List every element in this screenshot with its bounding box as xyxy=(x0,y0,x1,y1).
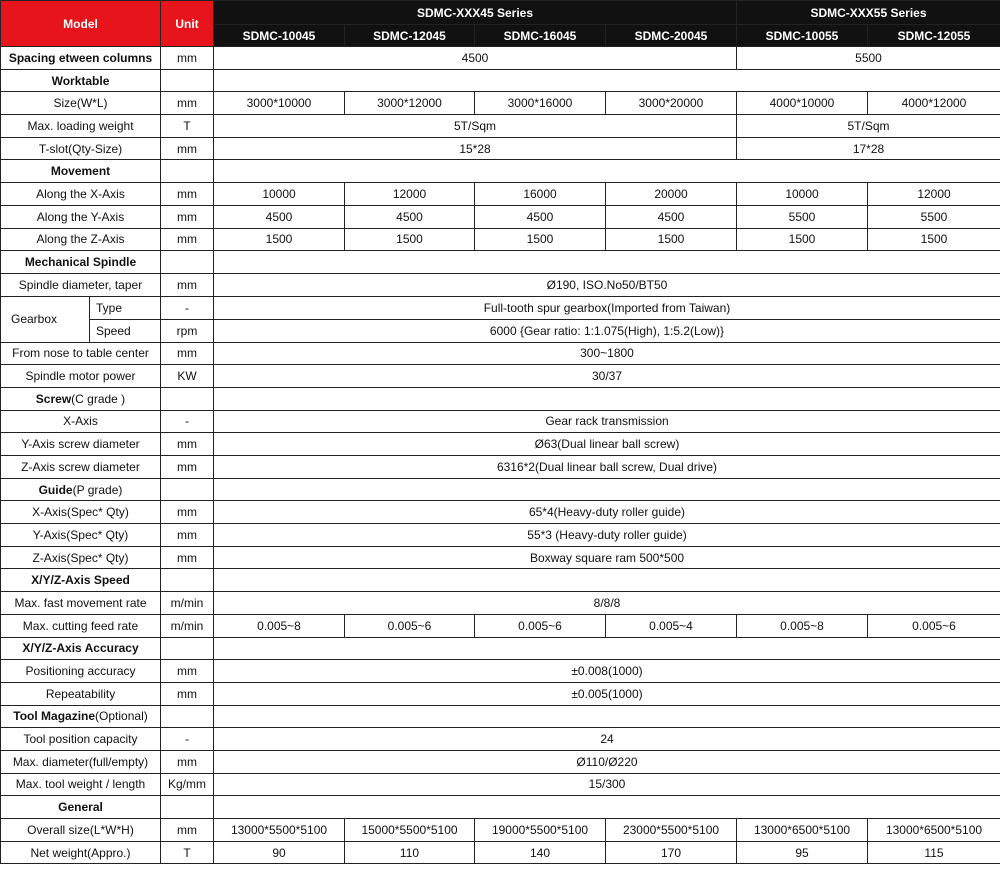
cell: 0.005~6 xyxy=(345,614,475,637)
table-row xyxy=(1,660,1000,683)
cell: 6316*2(Dual linear ball screw, Dual drive) xyxy=(214,456,1000,479)
cell: 5500 xyxy=(868,205,1000,228)
cell: Full-tooth spur gearbox(Imported from Taiwan) xyxy=(214,296,1000,319)
cell: 1500 xyxy=(475,228,606,251)
row-unit: mm xyxy=(161,433,214,456)
cell: Boxway square ram 500*500 xyxy=(214,546,1000,569)
section-title: X/Y/Z-Axis Accuracy xyxy=(1,637,161,660)
cell: 24 xyxy=(214,728,1000,751)
cell: 110 xyxy=(345,841,475,864)
table-row xyxy=(1,115,1000,138)
cell: 6000 {Gear ratio: 1:1.075(High), 1:5.2(Low)} xyxy=(214,319,1000,342)
cell: 3000*12000 xyxy=(345,92,475,115)
cell: 4500 xyxy=(606,205,737,228)
cell: 4000*12000 xyxy=(868,92,1000,115)
cell: 10000 xyxy=(737,183,868,206)
row-unit: KW xyxy=(161,365,214,388)
row-label: Z-Axis screw diameter xyxy=(1,456,161,479)
cell: Ø190, ISO.No50/BT50 xyxy=(214,273,1000,296)
row-label: Y-Axis(Spec* Qty) xyxy=(1,524,161,547)
cell: 1500 xyxy=(214,228,345,251)
table-row xyxy=(1,841,1000,864)
table-row xyxy=(1,273,1000,296)
cell: 23000*5500*5100 xyxy=(606,819,737,842)
row-unit: mm xyxy=(161,546,214,569)
section-title: Movement xyxy=(1,160,161,183)
row-unit: T xyxy=(161,841,214,864)
cell: 15000*5500*5100 xyxy=(345,819,475,842)
cell: 17*28 xyxy=(737,137,1000,160)
cell: 1500 xyxy=(345,228,475,251)
cell: 95 xyxy=(737,841,868,864)
cell: 4500 xyxy=(345,205,475,228)
table-row xyxy=(1,456,1000,479)
row-unit: rpm xyxy=(161,319,214,342)
table-row xyxy=(1,728,1000,751)
row-label: Type xyxy=(90,297,160,320)
row-label: Y-Axis screw diameter xyxy=(1,433,161,456)
row-label: X-Axis(Spec* Qty) xyxy=(1,501,161,524)
table-row xyxy=(1,410,1000,433)
table-row xyxy=(1,773,1000,796)
cell: 4000*10000 xyxy=(737,92,868,115)
cell: 15*28 xyxy=(214,137,737,160)
row-label: Max. fast movement rate xyxy=(1,592,161,615)
row-unit: mm xyxy=(161,501,214,524)
row-unit: m/min xyxy=(161,614,214,637)
cell: 0.005~8 xyxy=(737,614,868,637)
section-row xyxy=(1,637,1000,660)
cell: 170 xyxy=(606,841,737,864)
model-col: SDMC-20045 xyxy=(606,25,737,47)
row-label: Size(W*L) xyxy=(1,92,161,115)
cell: 1500 xyxy=(606,228,737,251)
cell: 15/300 xyxy=(214,773,1000,796)
table-row xyxy=(1,228,1000,251)
row-unit: mm xyxy=(161,92,214,115)
section-title: Screw(C grade ) xyxy=(1,387,161,410)
cell: 4500 xyxy=(214,47,737,70)
table-row xyxy=(1,183,1000,206)
cell: Ø63(Dual linear ball screw) xyxy=(214,433,1000,456)
table-row xyxy=(1,501,1000,524)
cell: 0.005~4 xyxy=(606,614,737,637)
row-unit: mm xyxy=(161,205,214,228)
table-row xyxy=(1,205,1000,228)
cell: 4500 xyxy=(475,205,606,228)
row-label: Max. loading weight xyxy=(1,115,161,138)
table-row xyxy=(1,750,1000,773)
table-row xyxy=(1,524,1000,547)
row-unit: mm xyxy=(161,750,214,773)
cell: 20000 xyxy=(606,183,737,206)
section-row xyxy=(1,251,1000,274)
row-label: Speed xyxy=(96,323,131,338)
cell: Gear rack transmission xyxy=(214,410,1000,433)
table-row xyxy=(1,365,1000,388)
row-unit: m/min xyxy=(161,592,214,615)
table-row xyxy=(1,819,1000,842)
cell: 13000*5500*5100 xyxy=(214,819,345,842)
gearbox-label: Gearbox xyxy=(11,312,58,327)
row-label: X-Axis xyxy=(1,410,161,433)
row-label: T-slot(Qty-Size) xyxy=(1,137,161,160)
cell: 5T/Sqm xyxy=(737,115,1000,138)
model-col: SDMC-10045 xyxy=(214,25,345,47)
section-row xyxy=(1,478,1000,501)
cell: 0.005~6 xyxy=(475,614,606,637)
row-unit: mm xyxy=(161,682,214,705)
row-label: From nose to table center xyxy=(1,342,161,365)
series-b-header: SDMC-XXX55 Series xyxy=(737,1,1000,25)
cell: 13000*6500*5100 xyxy=(868,819,1000,842)
table-row xyxy=(1,342,1000,365)
row-unit: - xyxy=(161,410,214,433)
cell: 0.005~6 xyxy=(868,614,1000,637)
row-label: Along the X-Axis xyxy=(1,183,161,206)
cell: 10000 xyxy=(214,183,345,206)
row-label: Tool position capacity xyxy=(1,728,161,751)
row-unit: Kg/mm xyxy=(161,773,214,796)
row-unit: mm xyxy=(161,819,214,842)
section-title: Worktable xyxy=(1,69,161,92)
table-row xyxy=(1,137,1000,160)
row-unit: mm xyxy=(161,456,214,479)
row-unit: mm xyxy=(161,524,214,547)
model-col: SDMC-16045 xyxy=(475,25,606,47)
row-unit: - xyxy=(161,728,214,751)
row-label: Along the Y-Axis xyxy=(1,205,161,228)
model-col: SDMC-12045 xyxy=(345,25,475,47)
table-row xyxy=(1,592,1000,615)
row-unit: mm xyxy=(161,228,214,251)
row-unit: mm xyxy=(161,660,214,683)
cell: 65*4(Heavy-duty roller guide) xyxy=(214,501,1000,524)
cell: 115 xyxy=(868,841,1000,864)
table-row xyxy=(1,296,1000,319)
row-label: Net weight(Appro.) xyxy=(1,841,161,864)
section-title: Tool Magazine(Optional) xyxy=(1,705,161,728)
section-title: Mechanical Spindle xyxy=(1,251,161,274)
cell: 3000*20000 xyxy=(606,92,737,115)
cell: 12000 xyxy=(345,183,475,206)
row-label: Max. tool weight / length xyxy=(1,773,161,796)
cell: ±0.005(1000) xyxy=(214,682,1000,705)
cell: 4500 xyxy=(214,205,345,228)
section-title: X/Y/Z-Axis Speed xyxy=(1,569,161,592)
table-row xyxy=(1,682,1000,705)
table-row xyxy=(1,433,1000,456)
cell: 5T/Sqm xyxy=(214,115,737,138)
section-row xyxy=(1,705,1000,728)
row-unit: mm xyxy=(161,47,214,70)
section-title: Guide(P grade) xyxy=(1,478,161,501)
row-unit: mm xyxy=(161,273,214,296)
row-label: Overall size(L*W*H) xyxy=(1,819,161,842)
row-label: Along the Z-Axis xyxy=(1,228,161,251)
section-title: General xyxy=(1,796,161,819)
row-label: Max. cutting feed rate xyxy=(1,614,161,637)
cell: ±0.008(1000) xyxy=(214,660,1000,683)
cell: 5500 xyxy=(737,47,1000,70)
section-row xyxy=(1,69,1000,92)
series-a-header: SDMC-XXX45 Series xyxy=(214,1,737,25)
section-row xyxy=(1,796,1000,819)
cell: 0.005~8 xyxy=(214,614,345,637)
cell: 8/8/8 xyxy=(214,592,1000,615)
model-header: Model xyxy=(1,1,161,47)
row-unit: mm xyxy=(161,137,214,160)
cell: 12000 xyxy=(868,183,1000,206)
section-row xyxy=(1,569,1000,592)
cell: 5500 xyxy=(737,205,868,228)
row-label: Repeatability xyxy=(1,682,161,705)
section-row xyxy=(1,387,1000,410)
row-label: Max. diameter(full/empty) xyxy=(1,750,161,773)
model-col: SDMC-10055 xyxy=(737,25,868,47)
cell: 1500 xyxy=(737,228,868,251)
cell: 16000 xyxy=(475,183,606,206)
row-unit: T xyxy=(161,115,214,138)
cell: 19000*5500*5100 xyxy=(475,819,606,842)
cell: 3000*10000 xyxy=(214,92,345,115)
cell: 1500 xyxy=(868,228,1000,251)
cell: 300~1800 xyxy=(214,342,1000,365)
row-unit: - xyxy=(161,296,214,319)
cell: Ø110/Ø220 xyxy=(214,750,1000,773)
model-col: SDMC-12055 xyxy=(868,25,1000,47)
row-label: Spindle diameter, taper xyxy=(1,273,161,296)
row-unit: mm xyxy=(161,183,214,206)
cell: 30/37 xyxy=(214,365,1000,388)
row-label: Z-Axis(Spec* Qty) xyxy=(1,546,161,569)
cell: 13000*6500*5100 xyxy=(737,819,868,842)
row-label: Spindle motor power xyxy=(1,365,161,388)
row-unit: mm xyxy=(161,342,214,365)
cell: 55*3 (Heavy-duty roller guide) xyxy=(214,524,1000,547)
row-label: Positioning accuracy xyxy=(1,660,161,683)
section-row xyxy=(1,160,1000,183)
unit-header: Unit xyxy=(161,1,214,47)
table-row xyxy=(1,92,1000,115)
table-row xyxy=(1,546,1000,569)
cell: 140 xyxy=(475,841,606,864)
cell: 90 xyxy=(214,841,345,864)
cell: 3000*16000 xyxy=(475,92,606,115)
table-row xyxy=(1,47,1000,70)
row-label: Spacing etween columns xyxy=(1,47,161,70)
table-row xyxy=(1,614,1000,637)
